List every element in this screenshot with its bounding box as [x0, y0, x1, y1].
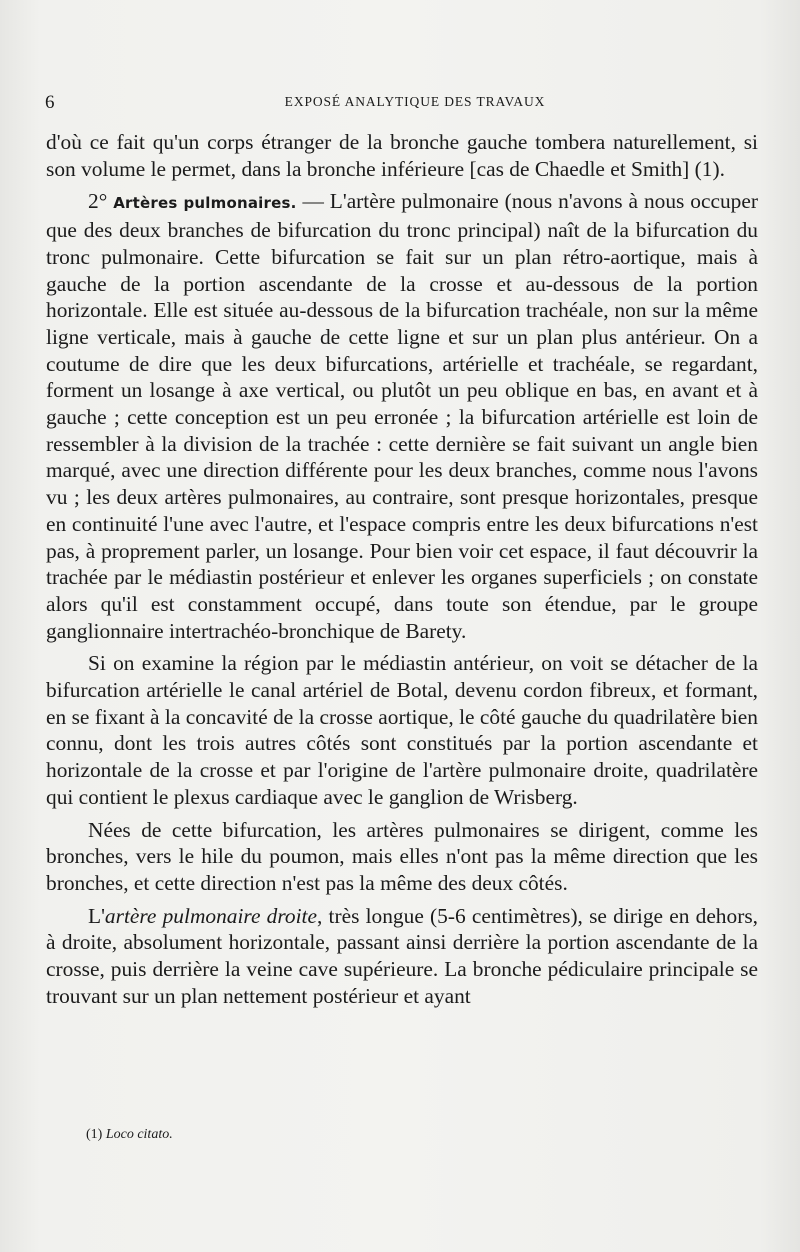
- footnote-marker: (1): [86, 1127, 106, 1142]
- section-number: 2°: [88, 189, 114, 214]
- paragraph-4: Nées de cette bifurcation, les artères pulmonaires se dirigent, comme les bronches, vers le hile du poumon, mais elles n'ont pas la même direction que les bronches, et cette direction n'est pas la même des deux côtés.: [46, 817, 758, 895]
- footnote: [86, 1127, 173, 1143]
- footnote-text: Loco citato.: [105, 1127, 173, 1142]
- page-header: [45, 92, 745, 116]
- italic-term: artère pulmonaire droite: [104, 903, 317, 928]
- page-number: 6: [45, 92, 55, 113]
- paragraph-5-text: , très longue (5-6 centimètres), se dirige en dehors, à droite, absolument horizontale, passant ainsi derrière la portion ascendante de la crosse, puis derrière la veine cave supérieure. La bronche pédiculaire principale se trouvant sur un plan nettement postérieur et ayant: [46, 903, 758, 1008]
- paragraph-1: d'où ce fait qu'un corps étranger de la bronche gauche tombera naturellement, si son volume le permet, dans la bronche inférieure [cas de Chaedle et Smith] (1).: [46, 130, 758, 181]
- section-heading: Artères pulmonaires.: [113, 194, 297, 213]
- paragraph-5-lead: L': [88, 903, 105, 928]
- body-text: [46, 129, 758, 1010]
- running-head: EXPOSÉ ANALYTIQUE DES TRAVAUX: [284, 94, 546, 109]
- paragraph-3: Si on examine la région par le médiastin antérieur, on voit se détacher de la bifurcation artérielle le canal artériel de Botal, devenu cordon fibreux, et formant, en se fixant à la concavité de la crosse aortique, le côté gauche du quadrilatère bien connu, dont les trois autres côtés sont constitués par la portion ascendante et horizontale de la crosse et par l'origine de l'artère pulmonaire droite, quadrilatère qui contient le plexus cardiaque avec le ganglion de Wrisberg.: [46, 651, 758, 809]
- paragraph-5: [46, 903, 758, 1010]
- paragraph-2-text: — L'artère pulmonaire (nous n'avons à nous occuper que des deux branches de bifurcation du tronc principal) naît de la bifurcation du tronc pulmonaire. Cette bifurcation se fait sur un plan rétro-aortique, mais à gauche de la portion ascendante de la crosse et au-dessous de la portion horizontale. Elle est située au-dessous de la bifurcation trachéale, non sur la même ligne verticale, mais à gauche de cette ligne et sur un plan plus antérieur. On a coutume de dire que les deux bifurcations, artérielle et trachéale, se regardant, forment un losange à axe vertical, ou plutôt un peu oblique en bas, en avant et à gauche ; cette conception est un peu erronée ; la bifurcation artérielle est loin de ressembler à la division de la trachée : cette dernière se fait suivant un angle bien marqué, avec une direction différente pour les deux branches, comme nous l'avons vu ; les deux artères pulmonaires, au contraire, sont presque horizontales, presque en continuité l'une avec l'autre, et l'espace compris entre les deux bifurcations n'est pas, à proprement parler, un losange. Pour bien voir cet espace, il faut découvrir la trachée par le médiastin postérieur et enlever les organes superficiels ; on constate alors qu'il est constamment occupé, dans toute son étendue, par le groupe ganglionnaire intertrachéo-bronchique de Barety.: [46, 189, 758, 643]
- paragraph-2: [46, 188, 758, 644]
